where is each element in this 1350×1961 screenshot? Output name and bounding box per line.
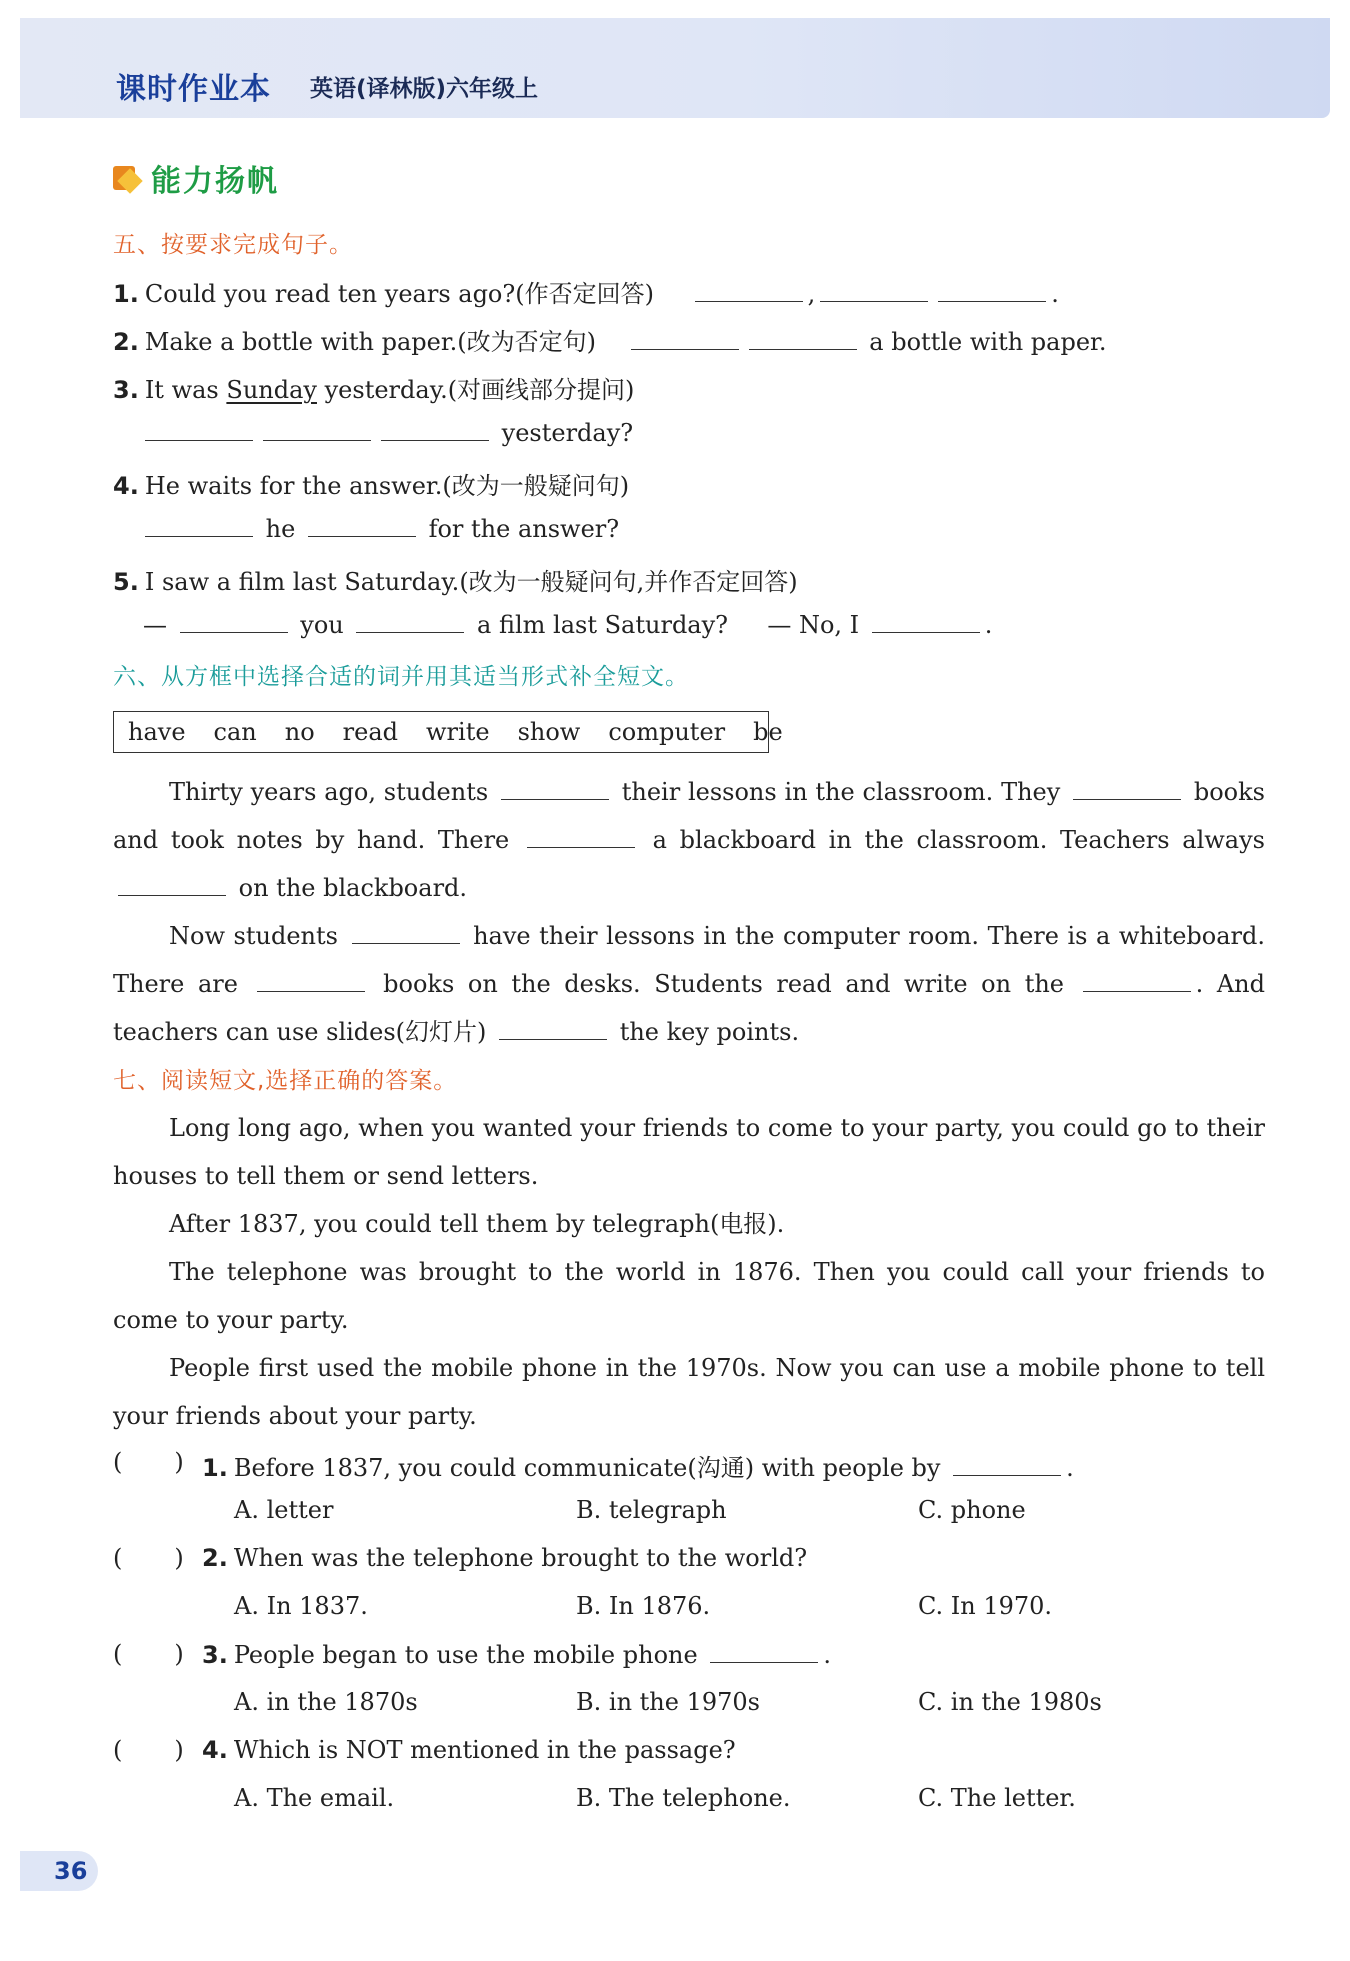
dash: —	[143, 611, 167, 639]
answer-blank[interactable]	[381, 418, 489, 441]
answer-tail: a bottle with paper.	[869, 328, 1107, 356]
cloze-paragraph-1: Thirty years ago, students their lessons in the classroom. They books and took notes by hand. There a blackboard in the classroom. Teachers always on the blackboard.	[113, 778, 1265, 902]
section-title: 能力扬帆	[151, 164, 279, 199]
word-option: read	[342, 718, 399, 746]
passage-paragraph: The telephone was brought to the world in 1876. Then you could call your friends to come to your party.	[113, 1258, 1265, 1334]
option-c[interactable]: C. In 1970.	[918, 1592, 1053, 1620]
q5-3-answer	[140, 418, 633, 447]
answer-blank[interactable]	[356, 610, 464, 633]
option-b[interactable]: B. in the 1970s	[576, 1688, 760, 1716]
answer-blank[interactable]	[953, 1453, 1061, 1476]
sail-icon	[113, 164, 143, 192]
question-number: 1.	[113, 280, 139, 308]
option-c[interactable]: C. phone	[918, 1496, 1026, 1524]
part6-heading: 六、从方框中选择合适的词并用其适当形式补全短文。	[113, 664, 689, 690]
answer-blank[interactable]	[695, 279, 803, 302]
option-a[interactable]: A. In 1837.	[234, 1592, 368, 1620]
word-option: can	[213, 718, 257, 746]
answer-word: you	[300, 611, 344, 639]
question-text: He waits for the answer.(改为一般疑问句)	[144, 472, 630, 500]
word-option: have	[128, 718, 186, 746]
answer-blank[interactable]	[820, 279, 928, 302]
word-option: computer	[608, 718, 726, 746]
question-text-post: yesterday.(对画线部分提问)	[324, 376, 635, 404]
passage-paragraph: People first used the mobile phone in the 1970s. Now you can use a mobile phone to tell your friends about your party.	[113, 1354, 1265, 1430]
answer-blank[interactable]	[263, 418, 371, 441]
answer-blank[interactable]	[872, 610, 980, 633]
answer-blank[interactable]	[118, 873, 226, 896]
q5-4	[113, 466, 629, 501]
underlined-word: Sunday	[226, 376, 317, 404]
option-c[interactable]: C. The letter.	[918, 1784, 1076, 1812]
passage-paragraph: Long long ago, when you wanted your friends to come to your party, you could go to their houses to tell them or send letters.	[113, 1114, 1265, 1190]
answer-parens[interactable]: ( )	[113, 1544, 184, 1572]
question-text-pre: It was	[144, 376, 219, 404]
answer-blank[interactable]	[145, 418, 253, 441]
page-number: 36	[20, 1851, 98, 1891]
passage-paragraph: After 1837, you could tell them by telegraph(电报).	[169, 1210, 785, 1238]
answer-blank[interactable]	[352, 921, 460, 944]
answer-blank[interactable]	[501, 777, 609, 800]
answer-parens[interactable]: ( )	[113, 1640, 184, 1668]
answer-blank[interactable]	[257, 969, 365, 992]
option-a[interactable]: A. in the 1870s	[234, 1688, 418, 1716]
option-b[interactable]: B. telegraph	[576, 1496, 727, 1524]
option-c[interactable]: C. in the 1980s	[918, 1688, 1102, 1716]
question-number: 5.	[113, 568, 139, 596]
question-number: 2.	[113, 328, 139, 356]
part5-heading: 五、按要求完成句子。	[113, 232, 353, 258]
word-option: be	[753, 718, 783, 746]
q5-1: 1. Could you read ten years ago?(作否定回答) , .	[113, 280, 1059, 308]
q5-5-answer: — you a film last Saturday? — No, I .	[143, 611, 993, 639]
option-b[interactable]: B. The telephone.	[576, 1784, 791, 1812]
mc-question-1: 1. Before 1837, you could communicate(沟通) with people by .	[202, 1454, 1074, 1482]
word-box	[113, 711, 783, 753]
answer-blank[interactable]	[308, 514, 416, 537]
answer-word: he	[265, 515, 296, 543]
answer-blank[interactable]	[938, 279, 1046, 302]
answer-blank[interactable]	[180, 610, 288, 633]
option-b[interactable]: B. In 1876.	[576, 1592, 711, 1620]
book-title: 课时作业本	[116, 72, 271, 107]
answer-blank[interactable]	[749, 327, 857, 350]
subject-label: 英语(译林版)六年级上	[310, 76, 539, 102]
question-number: 4.	[113, 472, 139, 500]
answer-blank[interactable]	[527, 825, 635, 848]
answer-tail: yesterday?	[501, 419, 634, 447]
answer-reply: — No, I	[767, 611, 860, 639]
mc-question-4: 4. Which is NOT mentioned in the passage?	[202, 1736, 736, 1764]
word-option: no	[284, 718, 315, 746]
question-text: Make a bottle with paper.(改为否定句)	[144, 328, 597, 356]
word-option: show	[517, 718, 581, 746]
answer-blank[interactable]	[631, 327, 739, 350]
q5-2	[113, 322, 1107, 357]
question-number: 3.	[113, 376, 139, 404]
word-option: write	[426, 718, 490, 746]
answer-mid: a film last Saturday?	[477, 611, 729, 639]
question-text: Could you read ten years ago?(作否定回答)	[144, 280, 654, 308]
mc-question-2: 2. When was the telephone brought to the world?	[202, 1544, 808, 1572]
mc-question-3: 3. People began to use the mobile phone .	[202, 1641, 831, 1669]
q5-3	[113, 370, 634, 405]
answer-blank[interactable]	[710, 1640, 818, 1663]
option-a[interactable]: A. The email.	[234, 1784, 395, 1812]
answer-blank[interactable]	[1083, 969, 1191, 992]
answer-blank[interactable]	[145, 514, 253, 537]
cloze-paragraph-2: Now students have their lessons in the computer room. There is a whiteboard. There are books on the desks. Students read and write on the . And teachers can use slides(幻灯片) the key points.	[113, 922, 1266, 1046]
question-text: I saw a film last Saturday.(改为一般疑问句,并作否定回答)	[144, 568, 798, 596]
part7-heading: 七、阅读短文,选择正确的答案。	[113, 1068, 458, 1094]
answer-blank[interactable]	[1073, 777, 1181, 800]
q5-4-answer	[140, 514, 619, 543]
option-a[interactable]: A. letter	[234, 1496, 334, 1524]
q5-5	[113, 562, 798, 597]
answer-parens[interactable]: ( )	[113, 1448, 184, 1476]
answer-parens[interactable]: ( )	[113, 1736, 184, 1764]
answer-blank[interactable]	[499, 1017, 607, 1040]
answer-tail: for the answer?	[428, 515, 620, 543]
section-heading	[113, 156, 279, 200]
